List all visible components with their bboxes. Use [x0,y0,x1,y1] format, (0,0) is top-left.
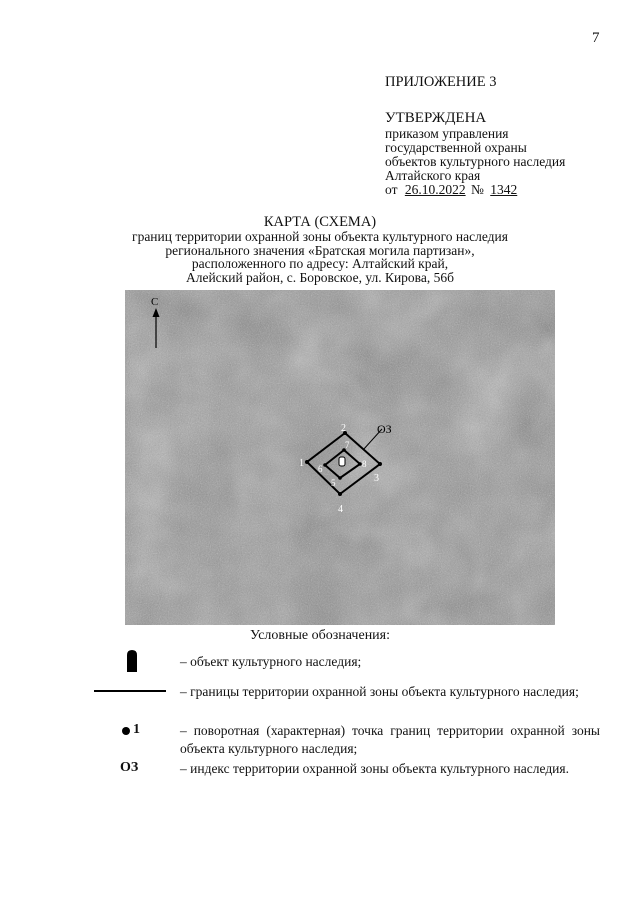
point-legend-icon [122,727,130,735]
legend-text-boundary: – границы территории охранной зоны объекта культурного наследия; [180,684,579,699]
point-label: 1 [299,458,304,469]
order-line: приказом управления [385,126,509,141]
approval-block [385,110,565,197]
date-prefix: от [385,182,398,197]
order-date: 26.10.2022 [404,182,466,197]
heritage-object-icon [339,457,345,466]
turning-point-3 [378,462,382,466]
map-title: КАРТА (СХЕМА) [263,214,377,230]
legend-text-object: – объект культурного наследия; [180,654,362,669]
number-prefix: № [470,182,484,197]
turning-point-4 [338,492,342,496]
order-line: объектов культурного наследия [385,154,566,169]
map-subtitle-line: регионального значения «Братская могила партизан», [165,242,475,258]
approved-heading: УТВЕРЖДЕНА [385,110,487,126]
map-subtitle-line: Алейский район, с. Боровское, ул. Кирова, 56б [185,269,454,285]
order-line: Алтайского края [385,168,481,183]
heritage-object-legend-icon [126,650,138,672]
point-label: 6 [318,464,323,474]
point-label: 7 [345,440,350,450]
map-image [125,290,555,625]
order-line: государственной охраны [385,140,527,155]
order-date-line [385,183,565,197]
point-label: 8 [362,459,367,469]
appendix-title: ПРИЛОЖЕНИЕ 3 [385,74,497,90]
point-legend-label: 1 [133,722,140,737]
point-label: 4 [338,504,343,515]
legend-text-zone-index: – индекс территории охранной зоны объекта культурного наследия. [180,761,569,776]
map-title-block [0,215,640,284]
turning-point-6 [323,463,327,467]
map-subtitle-line: границ территории охранной зоны объекта культурного наследия [132,229,508,244]
page-number: 7 [592,30,600,46]
turning-point-1 [305,460,309,464]
zone-index-label: ОЗ [377,422,392,436]
turning-point-5 [338,476,342,480]
map-subtitle-line: расположенного по адресу: Алтайский край, [191,256,449,271]
north-label: С [151,296,159,308]
zone-index-legend-label: ОЗ [120,760,139,775]
point-label: 2 [341,423,346,434]
map-svg [125,290,555,625]
legend-text-point: – поворотная (характерная) точка границ территории охранной зоны объекта культурного наследия; [180,723,600,756]
legend-title: Условные обозначения: [249,628,391,643]
order-number: 1342 [490,182,518,197]
point-label: 5 [331,478,336,488]
point-label: 3 [374,473,379,484]
boundary-line-legend-icon [94,690,166,692]
